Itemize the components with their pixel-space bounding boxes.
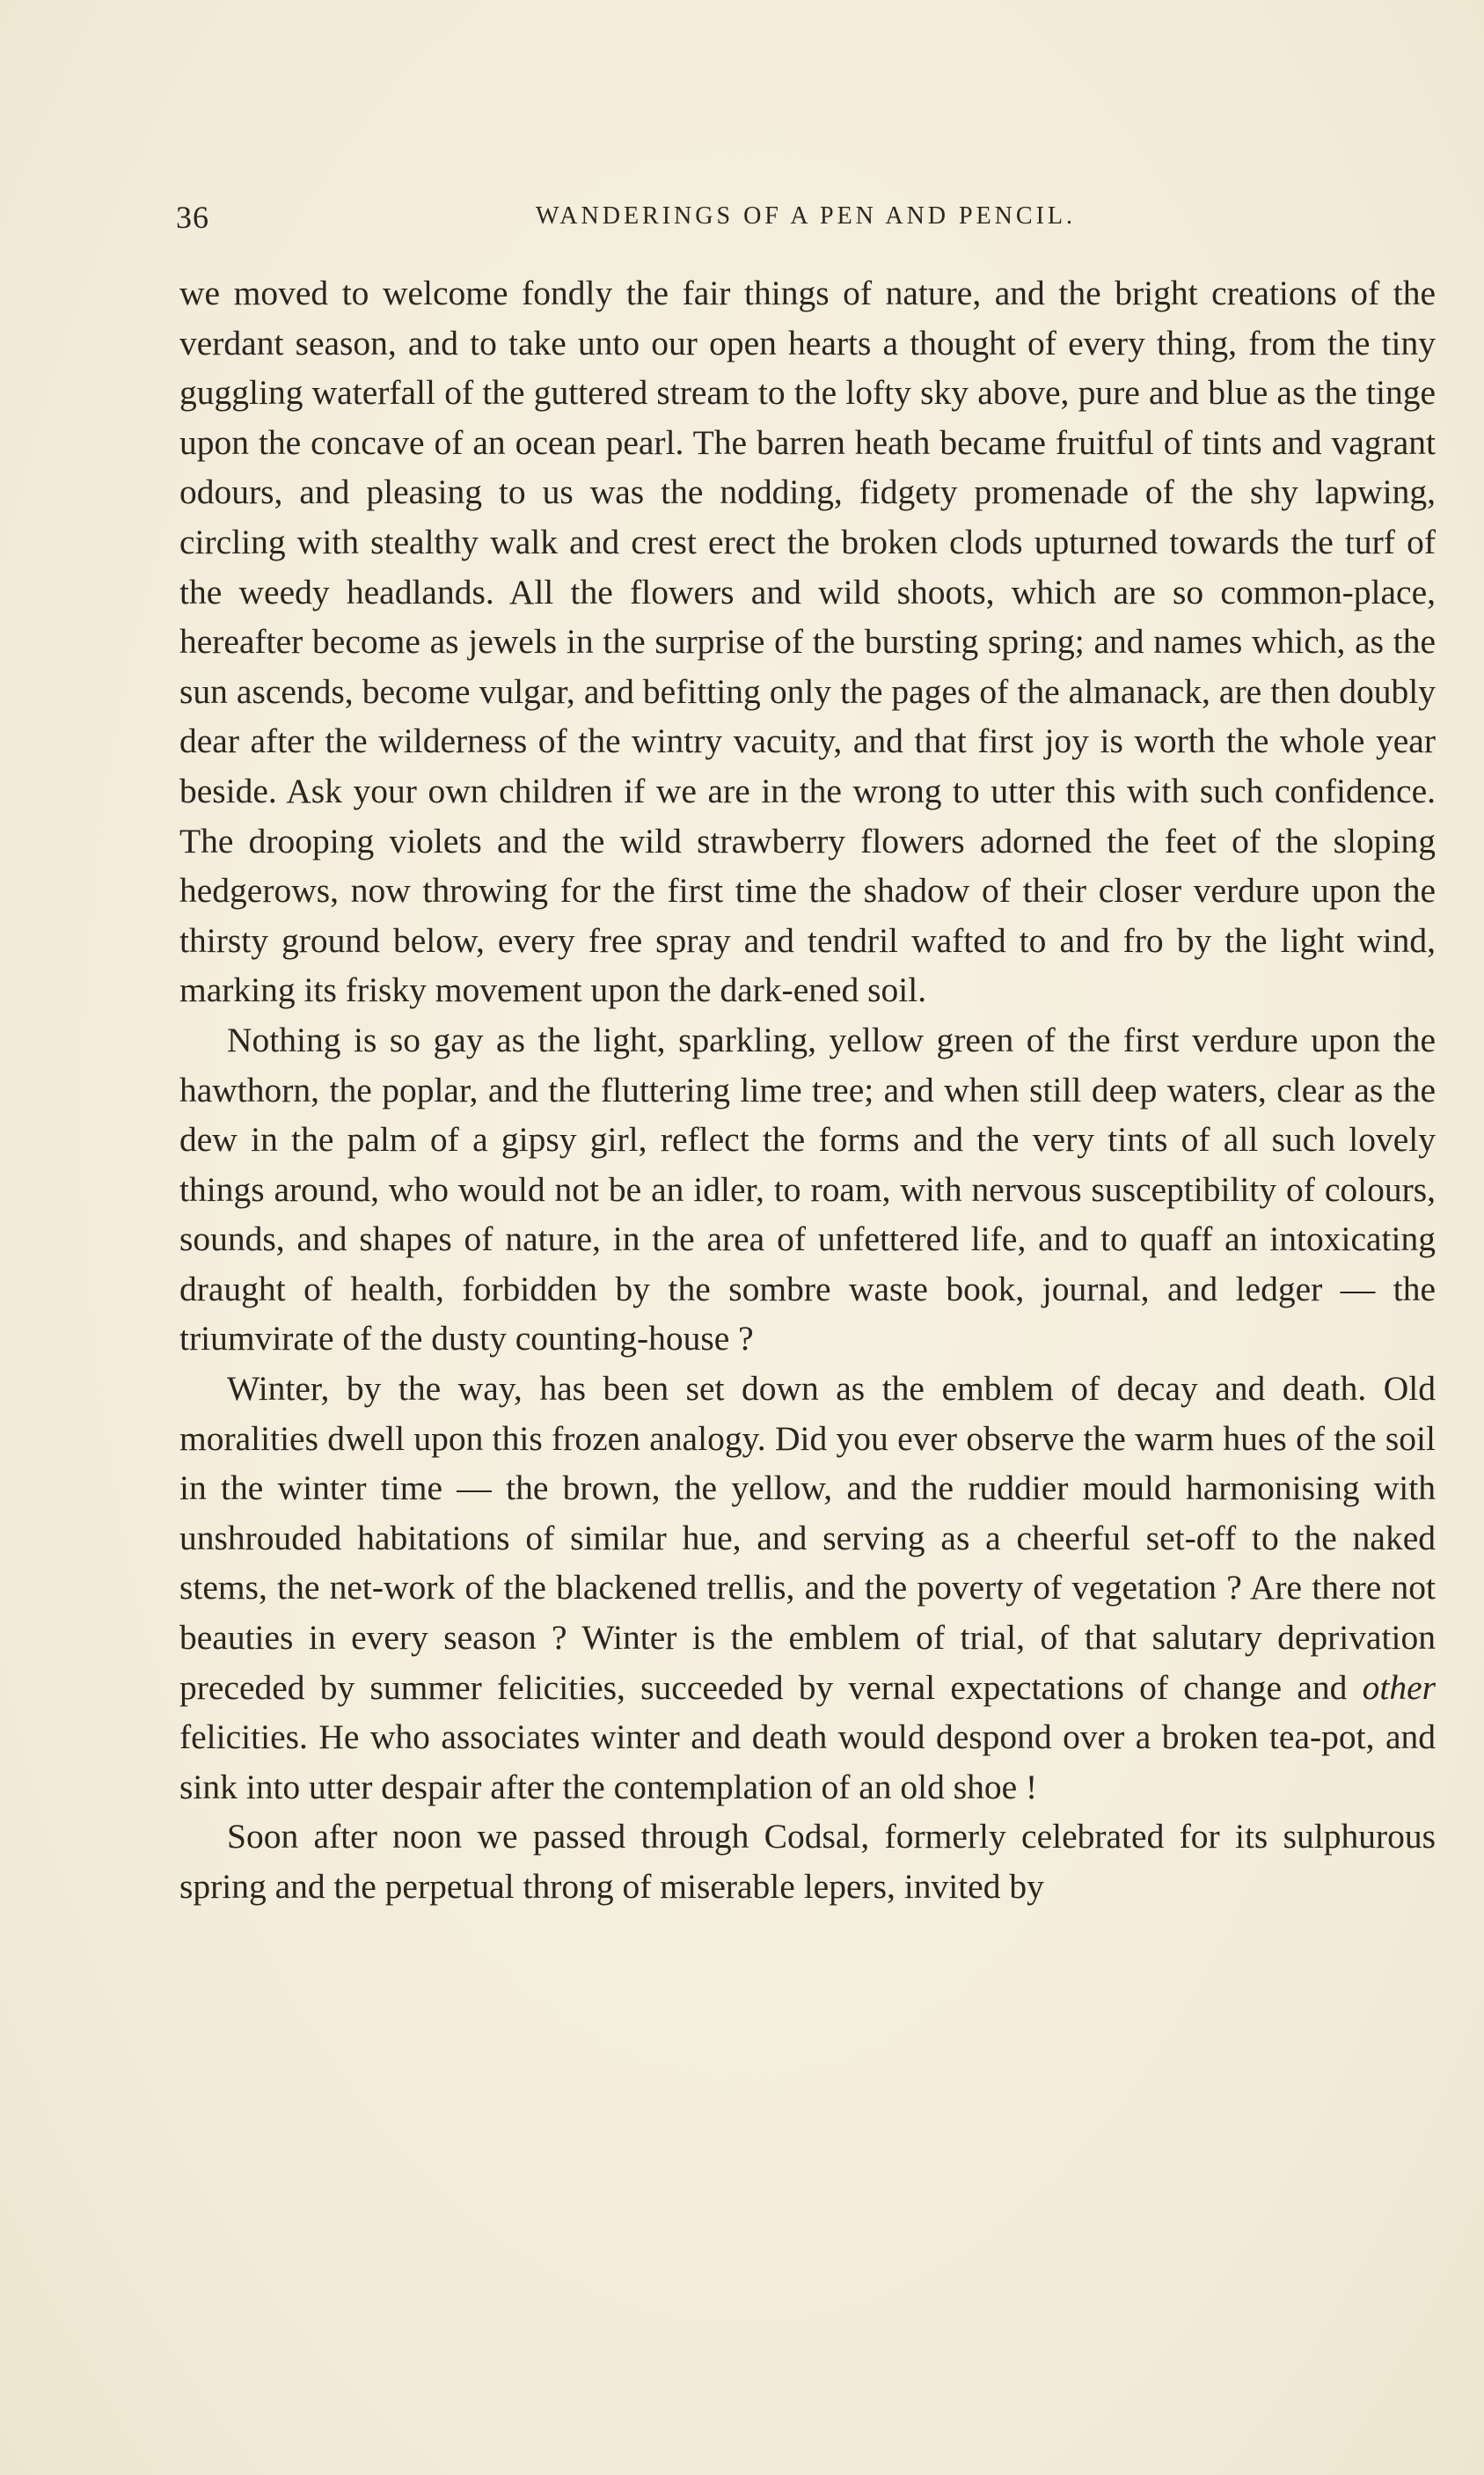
paragraph-3-text-end: felicities. He who associates winter and death would despond over a broken tea-pot, and sink into utter despair after the contemplation of an old shoe ! [179,1717,1436,1806]
paragraph-4: Soon after noon we passed through Codsal, formerly celebrated for its sulphurous spring and the perpetual throng of miserable lepers, invited by [179,1817,1436,1906]
paragraph-2: Nothing is so gay as the light, sparkling, yellow green of the first verdure upon the hawthorn, the poplar, and the fluttering lime tree; and when still deep waters, clear as the dew in the palm of a gipsy girl, reflect the forms and the very tints of all such lovely things around, who would not be an idler, to roam, with nervous susceptibility of colours, sounds, and shapes of nature, in the area of unfettered life, and to quaff an intoxicating draught of health, forbidden by the sombre waste book, journal, and ledger — the triumvirate of the dusty counting-house ? [179,1020,1436,1358]
paragraph-3-text-start: Winter, by the way, has been set down as the emblem of decay and death. Old moralities dwell upon this frozen analogy. Did you ever observe the warm hues of the soil in the winter time — the brown, the yellow, and the ruddier mould harmonising with unshrouded habitations of similar hue, and serving as a cheerful set-off to the naked stems, the net-work of the blackened trellis, and the poverty of vegetation ? Are there not beauties in every season ? Winter is the emblem of trial, of that salutary deprivation preceded by summer felicities, succeeded by vernal expectations of change and [179,1369,1436,1707]
paragraph-3 [179,1364,1436,1812]
paragraph-1: we moved to welcome fondly the fair things of nature, and the bright creations of the verdant season, and to take unto our open hearts a thought of every thing, from the tiny guggling waterfall of the guttered stream to the lofty sky above, pure and blue as the tinge upon the concave of an ocean pearl. The barren heath became fruitful of tints and vagrant odours, and pleasing to us was the nodding, fidgety promenade of the shy lapwing, circling with stealthy walk and crest erect the broken clods upturned towards the turf of the weedy headlands. All the flowers and wild shoots, which are so common-place, hereafter become as jewels in the surprise of the bursting spring; and names which, as the sun ascends, become vulgar, and befitting only the pages of the almanack, are then doubly dear after the wilderness of the wintry vacuity, and that first joy is worth the whole year beside. Ask your own children if we are in the wrong to utter this with such confidence. The drooping violets and the wild strawberry flowers adorned the feet of the sloping hedgerows, now throwing for the first time the shadow of their closer verdure upon the thirsty ground below, every free spray and tendril wafted to and fro by the light wind, marking its frisky movement upon the dark-ened soil. [179,274,1436,1010]
body-text [179,268,1436,1912]
italic-word: other [1362,1667,1436,1707]
running-head: WANDERINGS OF A PEN AND PENCIL. [535,202,1077,230]
page-number: 36 [176,200,209,235]
page-header [176,199,1436,252]
